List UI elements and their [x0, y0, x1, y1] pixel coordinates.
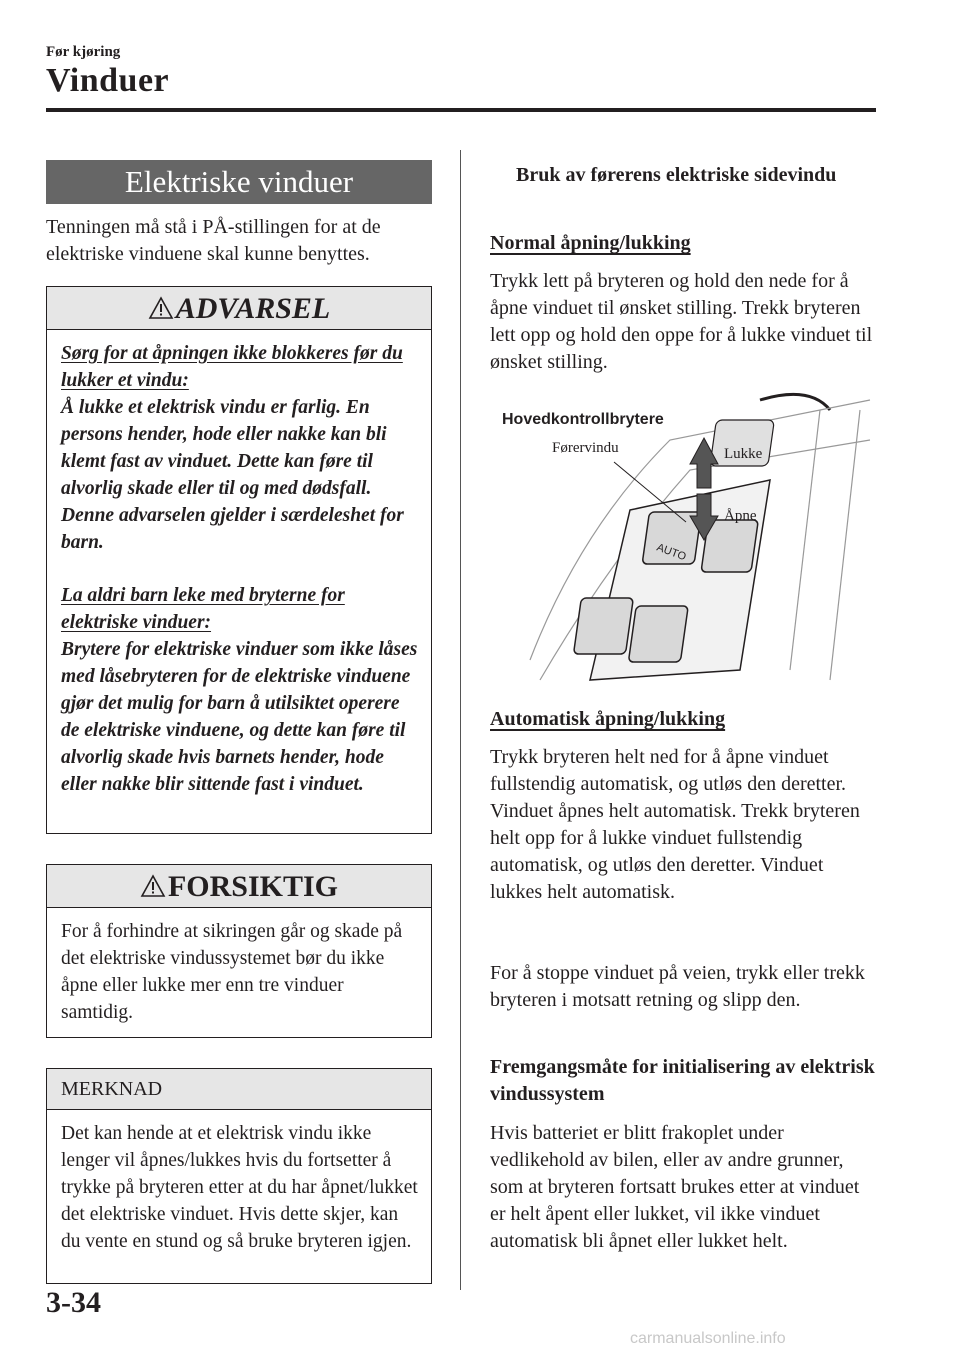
title-divider [46, 108, 876, 112]
rear-left-switch [573, 598, 633, 654]
open-label: Åpne [724, 508, 757, 524]
automatic-heading: Automatisk åpning/lukking [490, 708, 726, 730]
section-label: Før kjøring [46, 44, 121, 60]
close-label: Lukke [724, 446, 763, 462]
rear-right-switch [628, 606, 688, 662]
driver-window-label: Førervindu [552, 440, 619, 456]
page-number: 3-34 [46, 1286, 101, 1319]
normal-heading: Normal åpning/lukking [490, 232, 691, 254]
caution-triangle-icon [140, 874, 166, 898]
caution-heading: FORSIKTIG [167, 870, 339, 903]
stop-text: For å stoppe vinduet på veien, trykk eller trekk bryteren i motsatt retning og slipp den. [490, 962, 865, 1011]
page-title: Vinduer [46, 62, 170, 99]
warning-text-1: Å lukke et elektrisk vindu er farlig. En persons hender, hode eller nakke kan bli klemt fast av vinduet. Dette kan føre til alvorlig skade eller til og med dødsfall. Denne advarselen gjelder i særdeleshet for barn. [61, 397, 404, 553]
column-divider [460, 150, 461, 1290]
panel-line-4 [830, 410, 860, 680]
warning-text-2: Brytere for elektriske vinduer som ikke låses med låsebryteren for de elektriske vinduene gjør det mulig for barn å utilsiktet operere de elektriske vinduene, og dette kan føre til alvorlig skade hvis barnets hender, hode eller nakke blir sittende fast i vinduet. [61, 639, 418, 795]
note-box [46, 1068, 432, 1284]
caution-box [46, 864, 432, 1038]
section-banner: Elektriske vinduer [46, 160, 432, 204]
note-heading: MERKNAD [47, 1069, 431, 1110]
caution-text: For å forhindre at sikringen går og skade på det elektriske vindussystemet bør du ikke åpne eller lukke mer enn tre vinduer samtidig. [61, 921, 403, 1023]
intro-paragraph: Tenningen må stå i PÅ-stillingen for at de elektriske vinduene skal kunne benyttes. [46, 216, 381, 265]
warning-triangle-icon [148, 296, 174, 320]
door-edge [760, 394, 830, 410]
watermark: carmanualsonline.info [630, 1330, 786, 1347]
warning-subhead-2: La aldri barn leke med bryterne for elektriske vinduer: [61, 585, 345, 633]
warning-subhead-1: Sørg for at åpningen ikke blokkeres før du lukker et vindu: [61, 343, 403, 391]
panel-line-3 [790, 410, 820, 670]
warning-header [47, 287, 431, 330]
warning-heading: ADVARSEL [175, 292, 331, 325]
note-text: Det kan hende at et elektrisk vindu ikke lenger vil åpnes/lukkes hvis du fortsetter å trykke på bryteren etter at du har åpnet/lukket det elektriske vinduet. Hvis dette skjer, kan du vente en stund og så bruke bryteren igjen. [61, 1123, 418, 1252]
caution-header [47, 865, 431, 908]
auto-label: AUTO [654, 541, 688, 564]
normal-text: Trykk lett på bryteren og hold den nede for å åpne vinduet til ønsket stilling. Trekk bryteren lett opp og hold den oppe for å lukke vinduet til ønsket stilling. [490, 270, 873, 373]
automatic-text: Trykk bryteren helt ned for å åpne vinduet fullstendig automatisk, og utløs den deretter. Vinduet åpnes helt automatisk. Trekk bryteren helt opp for å lukke vinduet fullstendig automatisk, og utløs den deretter. Vinduet lukkes helt automatisk. [490, 746, 860, 903]
window-switch-diagram [490, 380, 876, 700]
diagram-title: Hovedkontrollbrytere [502, 411, 664, 428]
init-heading: Fremgangsmåte for initialisering av elektrisk vindussystem [490, 1056, 875, 1105]
right-section-title: Bruk av førerens elektriske sidevindu [516, 164, 837, 186]
init-text: Hvis batteriet er blitt frakoplet under vedlikehold av bilen, eller av andre grunner, som at bryteren fortsatt brukes etter at vinduet er helt åpent eller lukket, vil ikke vinduet automatisk bli åpnet eller lukket helt. [490, 1122, 860, 1252]
warning-box [46, 286, 432, 834]
